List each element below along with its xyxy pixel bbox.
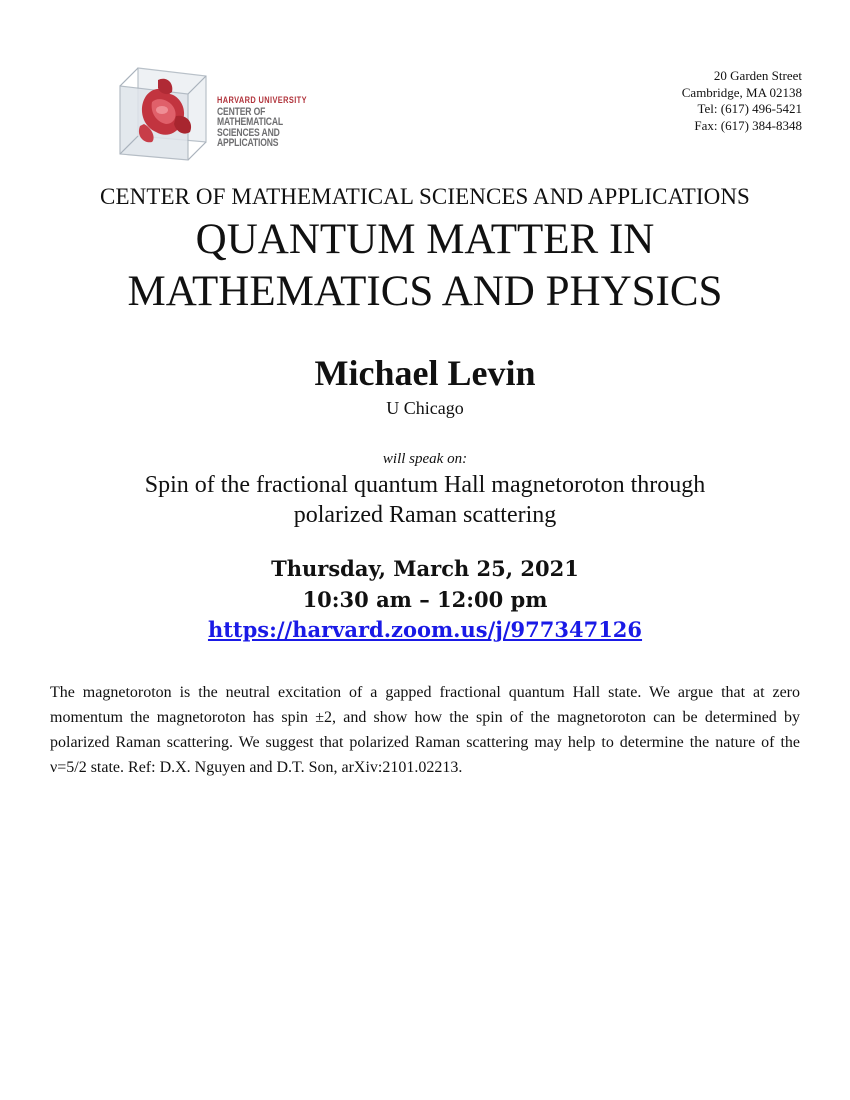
talk-date: Thursday, March 25, 2021 <box>271 556 579 581</box>
series-title <box>0 214 850 318</box>
will-speak-label: will speak on: <box>382 451 468 467</box>
address-city: Cambridge, MA 02138 <box>681 84 802 100</box>
abstract-paragraph: The magnetoroton is the neutral excitation of a gapped fractional quantum Hall state. We argue that at zero momentum the magnetoroton has spin ±2, and show how the spin of the magnetoroton can be determined by polarized Raman scattering. We suggest that polarized Raman scattering may help to determine the nature of the ν=5/2 state. Ref: D.X. Nguyen and D.T. Son, arXiv:2101.02213. <box>50 684 800 776</box>
talk-title-line1: Spin of the fractional quantum Hall magnetoroton through <box>144 472 706 498</box>
address-street: 20 Garden Street <box>713 68 802 83</box>
speaker-affiliation: U Chicago <box>386 398 464 418</box>
series-title-line1: QUANTUM MATTER IN <box>195 216 655 263</box>
address-tel: Tel: (617) 496-5421 <box>697 101 802 117</box>
logo-center-line1: CENTER OF MATHEMATICAL <box>217 105 283 128</box>
cube-logo-icon <box>116 66 212 162</box>
talk-title-line2: polarized Raman scattering <box>293 502 557 528</box>
series-title-line2: MATHEMATICS AND PHYSICS <box>127 268 723 315</box>
address-block <box>682 68 802 135</box>
logo-university: HARVARD UNIVERSITY <box>217 95 307 106</box>
talk-time: 10:30 am – 12:00 pm <box>302 587 548 612</box>
speaker-name: Michael Levin <box>314 353 536 393</box>
address-fax: Fax: (617) 384-8348 <box>694 118 802 134</box>
cmsa-logo <box>116 66 346 162</box>
talk-title <box>50 470 800 530</box>
logo-center-line2: SCIENCES AND APPLICATIONS <box>217 126 280 149</box>
zoom-link[interactable]: https://harvard.zoom.us/j/977347126 <box>207 617 643 642</box>
center-name: CENTER OF MATHEMATICAL SCIENCES AND APPLICATIONS <box>100 184 750 209</box>
